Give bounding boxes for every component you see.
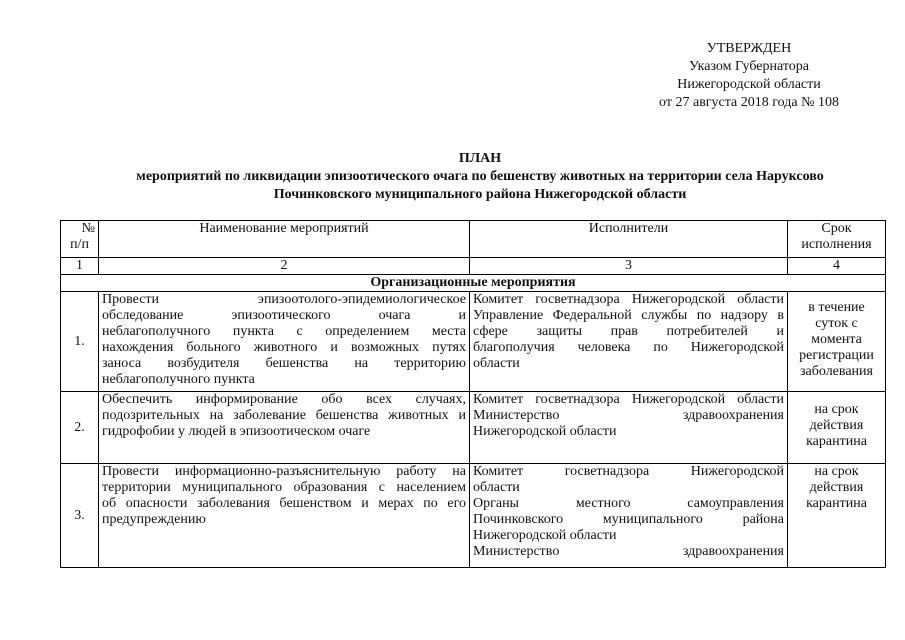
row-activity (99, 392, 470, 464)
header-text: Наименование мероприятий (199, 221, 369, 236)
executor-line: области (473, 356, 520, 371)
header-term (788, 221, 886, 258)
activity-line: подозрительных на заболевание бешенства животных и (102, 408, 466, 423)
row-executors (470, 292, 788, 392)
term-line: заболевания (800, 364, 873, 379)
row-number: 3. (61, 464, 99, 568)
approval-line: Указом Губернатора (688, 59, 810, 74)
row-term (788, 392, 886, 464)
executor-line: благополучия человека по Нижегородской (473, 340, 784, 355)
activity-line: неблагополучного пункта с определением места (102, 324, 466, 339)
header-num (61, 221, 99, 258)
activity-line: заноса возбудителя бешенства на территорию (102, 356, 466, 371)
row-term (788, 292, 886, 392)
document-title (60, 150, 900, 204)
approval-block (634, 40, 864, 112)
header-executors (470, 221, 788, 258)
header-text: исполнения (801, 237, 872, 252)
activity-line: гидрофобии у людей в эпизоотическом очаге (102, 424, 371, 439)
term-line: на срок (814, 464, 859, 479)
column-number: 4 (788, 258, 886, 275)
column-number-row (61, 258, 886, 275)
section-row (61, 275, 886, 292)
column-number: 2 (99, 258, 470, 275)
title-heading: ПЛАН (458, 151, 502, 166)
row-number: 1. (61, 292, 99, 392)
term-line: действия (809, 480, 864, 495)
activity-line: об опасности заболевания бешенством и мерах по его (102, 496, 466, 511)
executor-line: области (473, 480, 520, 495)
row-executors (470, 392, 788, 464)
row-number: 2. (61, 392, 99, 464)
table-row (61, 292, 886, 392)
header-text: Исполнители (588, 221, 669, 236)
activity-line: территории муниципального образования с населением (102, 480, 466, 495)
activity-line: Провести информационно-разъяснительную работу на (102, 464, 466, 479)
column-number: 1 (61, 258, 99, 275)
term-line: суток с (815, 316, 858, 331)
executor-line: Министерство здравоохранения (473, 544, 784, 559)
executor-line: Комитет госветнадзора Нижегородской (473, 464, 784, 479)
activity-line: предупреждению (102, 512, 206, 527)
row-activity (99, 464, 470, 568)
term-line: регистрации (799, 348, 874, 363)
header-text: № (81, 221, 95, 236)
term-line: момента (811, 332, 862, 347)
approval-line: Нижегородской области (677, 77, 821, 92)
term-line: на срок (814, 402, 859, 417)
header-text: п/п (70, 237, 89, 252)
executor-line: Министерство здравоохранения (473, 408, 784, 423)
header-name (99, 221, 470, 258)
executor-line: Органы местного самоуправления (473, 496, 784, 511)
plan-table (60, 220, 886, 568)
executor-line: Починковского муниципального района (473, 512, 784, 527)
section-title: Организационные мероприятия (61, 275, 886, 292)
table-row (61, 392, 886, 464)
approval-line: УТВЕРЖДЕН (706, 41, 792, 56)
column-number: 3 (470, 258, 788, 275)
title-line: Починковского муниципального района Нижегородской области (273, 187, 687, 202)
activity-line: нахождения больного животного и возможных путях (102, 340, 466, 355)
executor-line: Комитет госветнадзора Нижегородской области (473, 292, 784, 307)
executor-line: Управление Федеральной службы по надзору в (473, 308, 784, 323)
row-term (788, 464, 886, 568)
term-line: в течение (808, 300, 865, 315)
term-line: карантина (806, 434, 867, 449)
activity-line: обследование эпизоотического очага и (102, 308, 466, 323)
table-row (61, 464, 886, 568)
row-executors (470, 464, 788, 568)
row-activity (99, 292, 470, 392)
activity-line: неблагополучного пункта (102, 372, 255, 387)
term-line: карантина (806, 496, 867, 511)
executor-line: Нижегородской области (473, 528, 617, 543)
executor-line: Комитет госветнадзора Нижегородской области (473, 392, 784, 407)
term-line: действия (809, 418, 864, 433)
title-line: мероприятий по ликвидации эпизоотического очага по бешенству животных на территории села Наруксово (136, 169, 824, 184)
executor-line: сфере защиты прав потребителей и (473, 324, 784, 339)
activity-line: Провести эпизоотолого-эпидемиологическое (102, 292, 466, 307)
executor-line: Нижегородской области (473, 424, 617, 439)
header-row (61, 221, 886, 258)
activity-line: Обеспечить информирование обо всех случаях, (102, 392, 466, 407)
header-text: Срок (821, 221, 852, 236)
approval-line: от 27 августа 2018 года № 108 (659, 95, 839, 110)
